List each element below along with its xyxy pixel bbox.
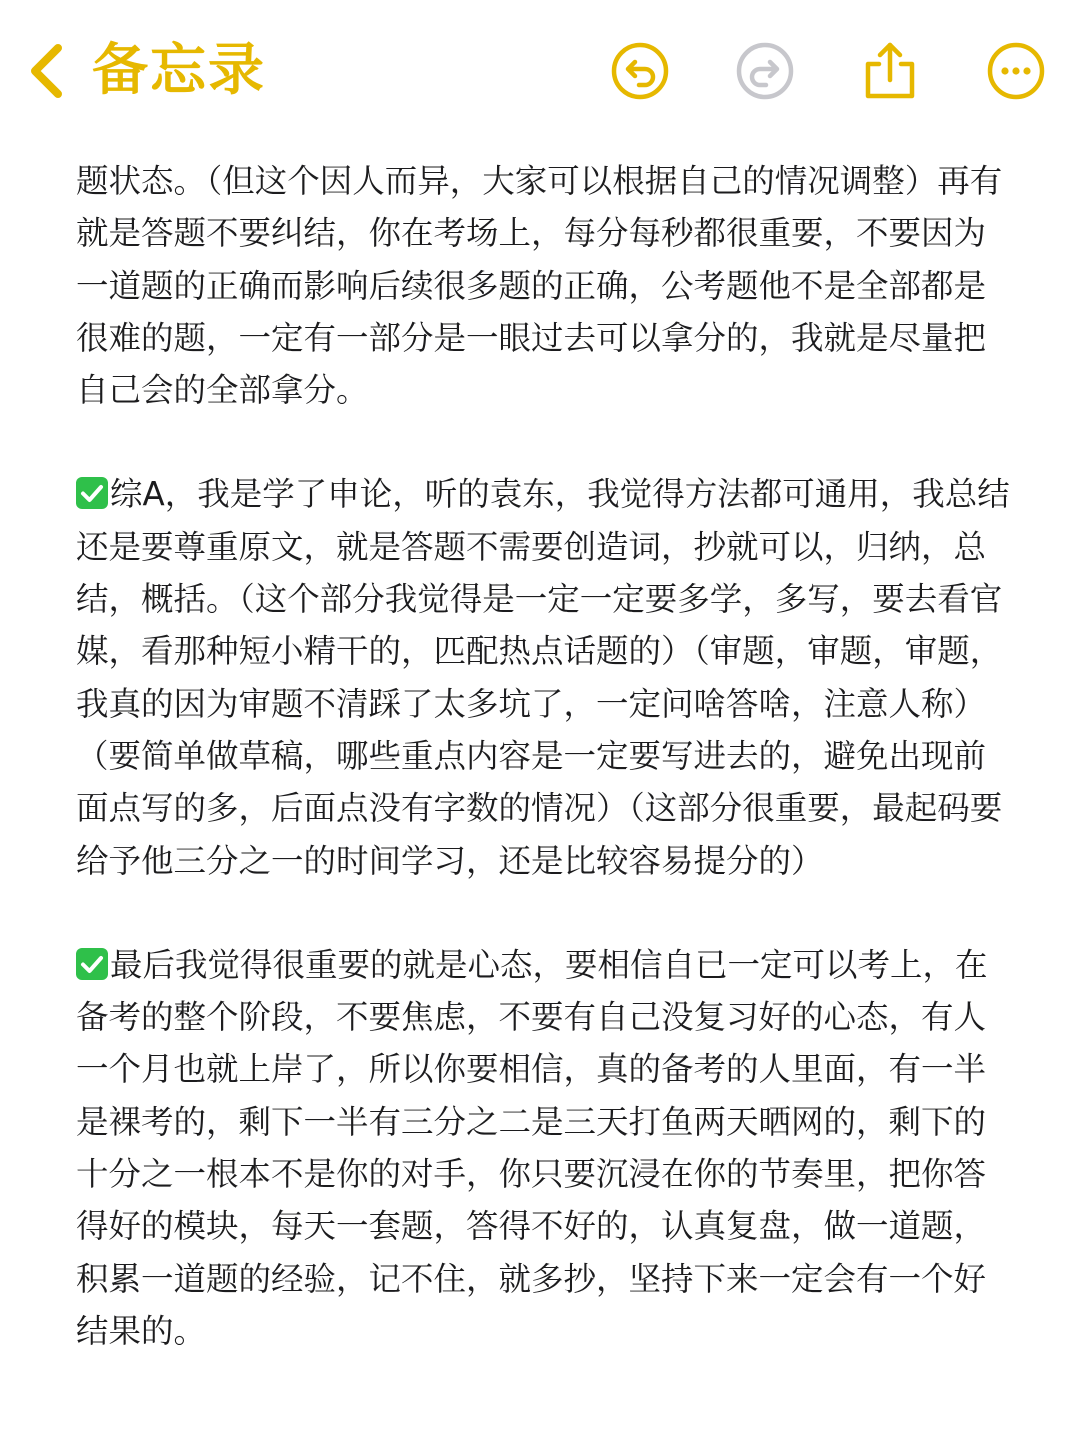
check-mark-icon	[76, 948, 108, 980]
paragraph-spacer	[76, 416, 1016, 468]
paragraph-text: 题状态。（但这个因人而异，大家可以根据自己的情况调整）再有就是答题不要纠结，你在考场上，每分每秒都很重要，不要因为一道题的正确而影响后续很多题的正确，公考题他不是全部都是很难的题，一定有一部分是一眼过去可以拿分的，我就是尽量把自己会的全部拿分。	[76, 162, 1003, 410]
note-paragraph-3	[76, 939, 1016, 1357]
more-icon	[985, 40, 1047, 102]
redo-button[interactable]	[734, 40, 796, 102]
paragraph-text: 综A，我是学了申论，听的袁东，我觉得方法都可通用，我总结还是要尊重原文，就是答题不需要创造词，抄就可以，归纳，总结，概括。（这个部分我觉得是一定一定要多学，多写，要去看官媒，看那种短小精干的，匹配热点话题的）（审题，审题，审题，我真的因为审题不清踩了太多坑了，一定问啥答啥，注意人称）（要简单做草稿，哪些重点内容是一定要写进去的，避免出现前面点写的多，后面点没有字数的情况）（这部分很重要，最起码要给予他三分之一的时间学习，还是比较容易提分的）	[76, 475, 1010, 880]
check-mark-icon	[76, 477, 108, 509]
redo-icon	[734, 40, 796, 102]
undo-icon	[609, 40, 671, 102]
share-button[interactable]	[859, 40, 921, 102]
note-paragraph-2	[76, 468, 1016, 886]
undo-button[interactable]	[609, 40, 671, 102]
paragraph-text: 最后我觉得很重要的就是心态，要相信自已一定可以考上，在备考的整个阶段，不要焦虑，不要有自己没复习好的心态，有人一个月也就上岸了，所以你要相信，真的备考的人里面，有一半是裸考的，剩下一半有三分之二是三天打鱼两天晒网的，剩下的十分之一根本不是你的对手，你只要沉浸在你的节奏里，把你答得好的模块，每天一套题，答得不好的，认真复盘，做一道题，积累一道题的经验，记不住，就多抄，坚持下来一定会有一个好结果的。	[76, 945, 988, 1350]
note-paragraph-1	[76, 155, 1016, 416]
note-body[interactable]	[76, 155, 1016, 1357]
share-icon	[859, 40, 921, 102]
chevron-left-icon	[26, 43, 66, 99]
back-button[interactable]	[26, 36, 266, 106]
back-label: 备忘录	[92, 38, 266, 103]
paragraph-spacer	[76, 887, 1016, 939]
navigation-bar	[0, 0, 1080, 140]
more-button[interactable]	[985, 40, 1047, 102]
